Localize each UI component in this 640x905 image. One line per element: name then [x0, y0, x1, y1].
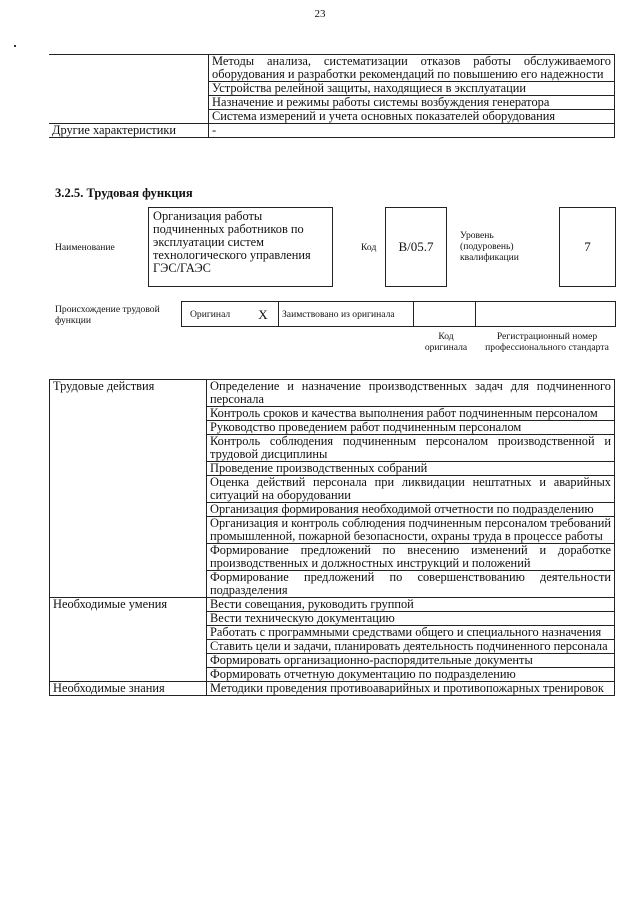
- group-item: Вести совещания, руководить группой: [207, 598, 615, 612]
- table-row: [50, 682, 615, 696]
- top-table-value: Устройства релейной защиты, находящиеся в эксплуатации: [209, 82, 615, 96]
- level-value-text: 7: [584, 239, 591, 254]
- group-item: Руководство проведением работ подчиненным персоналом: [207, 421, 615, 435]
- name-label: Наименование: [55, 242, 115, 253]
- reg-number-label: Регистрационный номер профессионального стандарта: [485, 331, 609, 353]
- original-mark: X: [248, 302, 279, 327]
- group-item: Формировать организационно-распорядительные документы: [207, 654, 615, 668]
- top-table-label: Другие характеристики: [49, 124, 209, 138]
- table-row: [50, 598, 615, 612]
- level-label: Уровень (подуровень) квалификации: [460, 230, 519, 263]
- top-table-value: Назначение и режимы работы системы возбуждения генератора: [209, 96, 615, 110]
- group-item: Формировать отчетную документацию по подразделению: [207, 668, 615, 682]
- origin-table: [181, 301, 616, 327]
- reg-number-cell: [476, 302, 616, 327]
- group-item: Ставить цели и задачи, планировать деятельность подчиненного персонала: [207, 640, 615, 654]
- code-value-text: В/05.7: [398, 239, 434, 254]
- code-original-label: Код оригинала: [424, 331, 468, 353]
- group-label: Трудовые действия: [50, 380, 207, 598]
- group-label: Необходимые знания: [50, 682, 207, 696]
- group-item: Контроль соблюдения подчиненным персоналом производственной и трудовой дисциплины: [207, 435, 615, 462]
- group-label: Необходимые умения: [50, 598, 207, 682]
- group-item: Методики проведения противоаварийных и противопожарных тренировок: [207, 682, 615, 696]
- name-value: [148, 207, 333, 287]
- level-value: [559, 207, 616, 287]
- group-item: Формирование предложений по внесению изменений и доработке производственных и должностных инструкций и положений: [207, 544, 615, 571]
- top-table: [49, 54, 615, 138]
- group-item: Контроль сроков и качества выполнения работ подчиненным персоналом: [207, 407, 615, 421]
- group-item: Определение и назначение производственных задач для подчиненного персонала: [207, 380, 615, 407]
- code-original-cell: [414, 302, 476, 327]
- group-item: Проведение производственных собраний: [207, 462, 615, 476]
- top-table-value: Система измерений и учета основных показателей оборудования: [209, 110, 615, 124]
- group-item: Работать с программными средствами общего и специального назначения: [207, 626, 615, 640]
- original-label: Оригинал: [182, 302, 249, 327]
- origin-label: Происхождение трудовой функции: [55, 304, 160, 326]
- group-item: Вести техническую документацию: [207, 612, 615, 626]
- margin-mark: [14, 45, 16, 47]
- group-item: Организация формирования необходимой отчетности по подразделению: [207, 503, 615, 517]
- top-table-label: [49, 110, 209, 124]
- top-table-value: -: [209, 124, 615, 138]
- top-table-label: [49, 55, 209, 82]
- section-title: 3.2.5. Трудовая функция: [55, 186, 193, 200]
- group-item: Формирование предложений по совершенствованию деятельности подразделения: [207, 571, 615, 598]
- main-table: [49, 379, 615, 696]
- name-value-text: Организация работы подчиненных работников по эксплуатации систем технологического управления ГЭС/ГАЭС: [153, 209, 311, 275]
- group-item: Оценка действий персонала при ликвидации нештатных и аварийных ситуаций на оборудовании: [207, 476, 615, 503]
- page-number: 23: [314, 8, 326, 20]
- top-table-label: [49, 96, 209, 110]
- code-label: Код: [361, 242, 377, 253]
- top-table-value: Методы анализа, систематизации отказов работы обслуживаемого оборудования и разработки рекомендаций по повышению его надежности: [209, 55, 615, 82]
- group-item: Организация и контроль соблюдения подчиненным персоналом требований промышленной, пожарной безопасности, охраны труда в процессе работы: [207, 517, 615, 544]
- code-value: [385, 207, 447, 287]
- table-row: [50, 380, 615, 407]
- borrowed-label: Заимствовано из оригинала: [279, 302, 414, 327]
- top-table-label: [49, 82, 209, 96]
